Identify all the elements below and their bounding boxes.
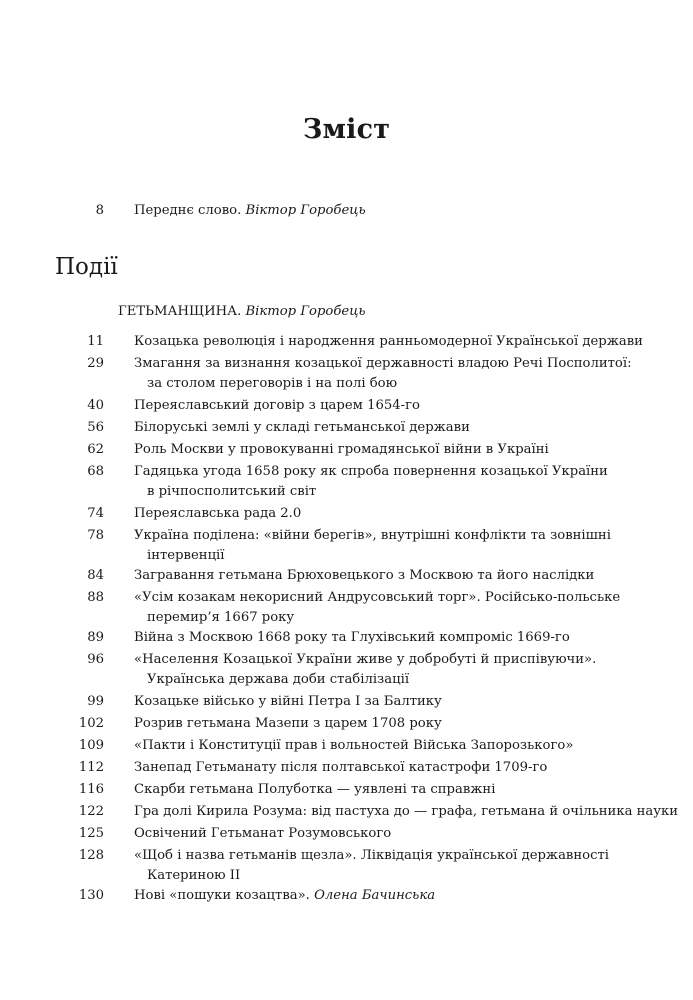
entry-line: «Населення Козацької України живе у добробуті й приспівуючи». (134, 652, 597, 667)
page-number: 128 (78, 848, 104, 863)
entry-line: Війна з Москвою 1668 року та Глухівський компроміс 1669-го (134, 630, 570, 645)
entry-text (134, 758, 654, 778)
entry-line: Змагання за визнання козацької державності владою Речі Посполитої: (134, 356, 632, 371)
entry-author: Віктор Горобець (245, 203, 366, 218)
entry-line: «Усім козакам некорисний Андрусовський торг». Російсько-польське (134, 590, 621, 605)
page-number: 125 (78, 826, 104, 841)
entry-line: Козацьке військо у війні Петра І за Балтику (134, 694, 442, 709)
entry-author: Олена Бачинська (314, 888, 436, 903)
entry-line: Роль Москви у провокуванні громадянської війни в Україні (134, 442, 549, 457)
entry-text (134, 780, 654, 800)
entry-line: Розрив гетьмана Мазепи з царем 1708 року (134, 716, 442, 731)
page-number: 8 (95, 203, 104, 218)
entry-text (134, 440, 654, 460)
entry-text (134, 332, 654, 352)
subsection-heading (118, 302, 366, 322)
page-number: 40 (87, 398, 104, 413)
entry-text (134, 736, 654, 756)
page-number: 102 (78, 716, 104, 731)
page-number: 109 (78, 738, 104, 753)
entry-line: «Щоб і назва гетьманів щезла». Ліквідація української державності (134, 848, 609, 863)
entry-line: Гра долі Кирила Розума: від пастуха до — графа, гетьмана й очільника науки (134, 804, 679, 819)
entry-line-continued: Українська держава доби стабілізації (147, 672, 410, 687)
entry-text (134, 462, 654, 502)
entry-line-continued: перемир’я 1667 року (147, 610, 295, 625)
entry-line: Козацька революція і народження ранньомодерної Української держави (134, 334, 643, 349)
entry-line: Загравання гетьмана Брюховецького з Москвою та його наслідки (134, 568, 595, 583)
entry-line: Білоруські землі у складі гетьманської держави (134, 420, 470, 435)
section-heading: Події (55, 254, 118, 280)
entry-text (134, 504, 654, 524)
page-number: 99 (87, 694, 104, 709)
page-title: Зміст (302, 114, 391, 145)
entry-line: Переяславська рада 2.0 (134, 506, 302, 521)
entry-text (134, 824, 654, 844)
entry-text (134, 692, 654, 712)
entry-text (134, 526, 654, 566)
entry-text (134, 418, 654, 438)
page-number: 84 (87, 568, 104, 583)
page-number: 56 (87, 420, 104, 435)
entry-line-continued: в річпосполитський світ (147, 484, 317, 499)
page-number: 29 (87, 356, 104, 371)
entry-title: Нові «пошуки козацтва». (134, 888, 315, 903)
entry-line: Переяславський договір з царем 1654-го (134, 398, 420, 413)
page-number: 74 (87, 506, 104, 521)
page-number: 78 (87, 528, 104, 543)
subsection-title: ГЕТЬМАНЩИНА. (118, 304, 246, 319)
entry-line-continued: інтервенції (147, 548, 225, 563)
entry-line: Гадяцька угода 1658 року як спроба повернення козацької України (134, 464, 608, 479)
entry-line-continued: за столом переговорів і на полі бою (147, 376, 398, 391)
entry-line-continued: Катериною ІІ (147, 868, 241, 883)
page-number: 112 (78, 760, 104, 775)
page-number: 116 (78, 782, 104, 797)
entry-line: Занепад Гетьманату після полтавської катастрофи 1709-го (134, 760, 548, 775)
entry-line: Україна поділена: «війни берегів», внутрішні конфлікти та зовнішні (134, 528, 611, 543)
entry-text (134, 802, 679, 822)
entry-text (134, 628, 654, 648)
entry-text (134, 566, 654, 586)
entry-text (134, 354, 654, 394)
page-number: 130 (78, 888, 104, 903)
entry-text (134, 846, 654, 886)
entry-text (134, 650, 654, 690)
entry-line: Скарби гетьмана Полуботка — уявлені та справжні (134, 782, 496, 797)
entry-text (134, 201, 654, 221)
entry-text (134, 588, 654, 628)
page-number: 11 (87, 334, 104, 349)
subsection-author: Віктор Горобець (245, 304, 366, 319)
page-number: 122 (78, 804, 104, 819)
entry-text (134, 396, 654, 416)
page-number: 89 (87, 630, 104, 645)
entry-text (134, 714, 654, 734)
entry-line: «Пакти і Конституції прав і вольностей Війська Запорозького» (134, 738, 574, 753)
entry-line: Освічений Гетьманат Розумовського (134, 826, 392, 841)
page-number: 68 (87, 464, 104, 479)
entry-title: Переднє слово. (134, 203, 246, 218)
page-number: 88 (87, 590, 104, 605)
page-number: 62 (87, 442, 104, 457)
entry-text (134, 886, 654, 906)
page-number: 96 (87, 652, 104, 667)
